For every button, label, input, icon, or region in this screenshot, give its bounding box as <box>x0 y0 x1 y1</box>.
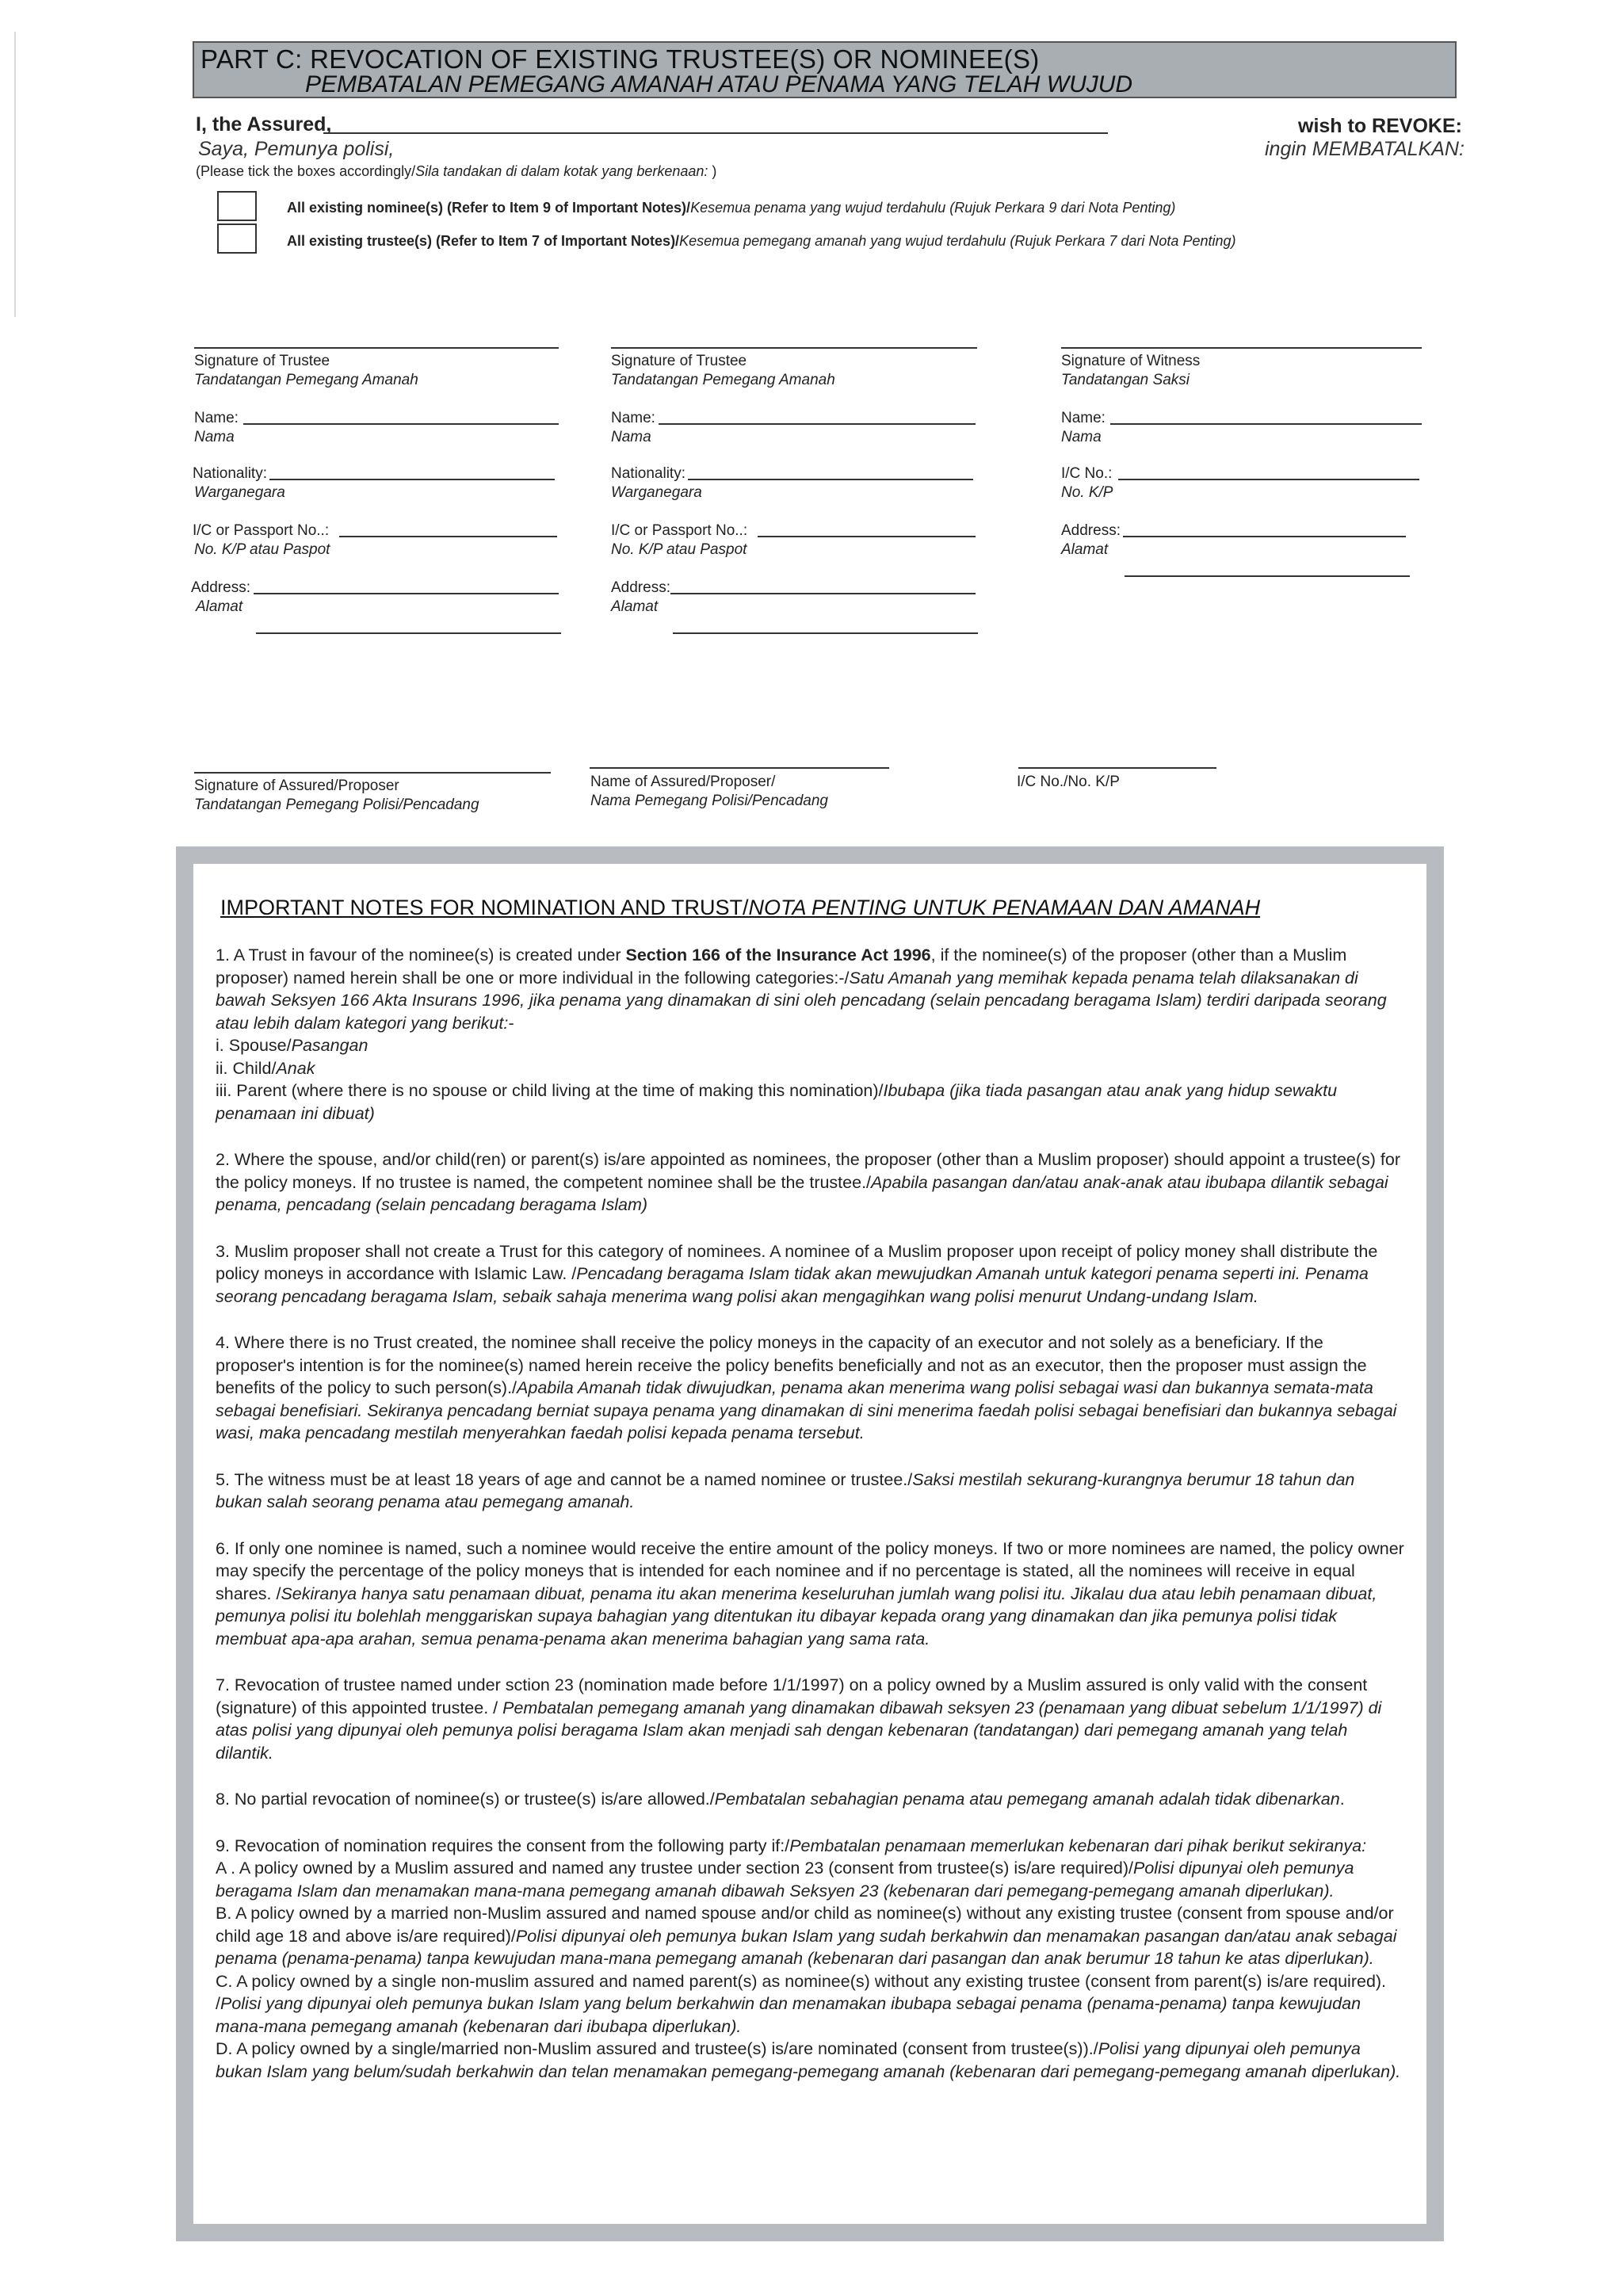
witness-address-field-2[interactable] <box>1125 575 1410 577</box>
witness-address-label: Address: <box>1061 522 1121 539</box>
trustee-2-signature-field[interactable] <box>611 347 977 349</box>
assured-ic-line[interactable] <box>1018 767 1216 769</box>
header-title-en: PART C: REVOCATION OF EXISTING TRUSTEE(S) OR NOMINEE(S) <box>200 44 1040 74</box>
witness-signature-field[interactable] <box>1061 347 1422 349</box>
assured-label-ms: Saya, Pemunya polisi, <box>198 138 395 160</box>
assured-name-field[interactable] <box>323 132 1108 134</box>
witness-name-label: Name: <box>1061 410 1106 426</box>
trustee-2-address-field[interactable] <box>670 593 976 594</box>
trustee-2-address-label-ms: Alamat <box>611 598 659 615</box>
assured-name-label: Name of Assured/Proposer/ <box>590 774 776 790</box>
trustee-2-nationality-label-ms: Warganegara <box>611 484 702 501</box>
trustee-1-signature-label-ms: Tandatangan Pemegang Amanah <box>194 372 418 388</box>
trustee-1-address-label: Address: <box>191 579 250 596</box>
note-2: 2. Where the spouse, and/or child(ren) or parent(s) is/are appointed as nominees, the proposer (other than a Muslim proposer) should appoint a trustee(s) for the policy moneys. If no trustee is named, the competent nominee shall be the trustee./Apabila pasangan dan/atau anak-anak atau ibubapa dilantik sebagai penama, pencadang (selain pencadang beragama Islam) <box>216 1150 1401 1214</box>
trustee-1-name-field[interactable] <box>243 423 559 425</box>
witness-address-field[interactable] <box>1123 536 1406 537</box>
important-notes-box <box>176 846 1444 2241</box>
revoke-label-ms: ingin MEMBATALKAN: <box>1265 138 1465 160</box>
assured-name-label-ms: Nama Pemegang Polisi/Pencadang <box>590 793 828 809</box>
trustee-1-name-label-ms: Nama <box>194 429 235 445</box>
witness-ic-label-ms: No. K/P <box>1061 484 1113 501</box>
trustee-1-nationality-field[interactable] <box>269 479 555 480</box>
note-5: 5. The witness must be at least 18 years of age and cannot be a named nominee or trustee./Saksi mestilah sekurang-kurangnya berumur 18 tahun dan bukan salah seorang penama atau pemegang amanah. <box>216 1469 1355 1511</box>
witness-name-field[interactable] <box>1110 423 1422 425</box>
revoke-nominees-label: All existing nominee(s) (Refer to Item 9 of Important Notes)/Kesemua penama yang wujud terdahulu (Rujuk Perkara 9 dari Nota Penting) <box>287 200 1176 216</box>
notes-title: IMPORTANT NOTES FOR NOMINATION AND TRUST/NOTA PENTING UNTUK PENAMAAN DAN AMANAH <box>220 896 1261 919</box>
tick-instruction: (Please tick the boxes accordingly/Sila tandakan di dalam kotak yang berkenaan: ) <box>196 163 717 179</box>
revoke-trustees-label: All existing trustee(s) (Refer to Item 7 of Important Notes)/Kesemua pemegang amanah yang wujud terdahulu (Rujuk Perkara 7 dari Nota Penting) <box>287 233 1236 249</box>
trustee-2-ic-label: I/C or Passport No..: <box>611 522 748 539</box>
trustee-2-signature-label-ms: Tandatangan Pemegang Amanah <box>611 372 835 388</box>
trustee-2-signature-label: Signature of Trustee <box>611 353 747 369</box>
trustee-1-address-field[interactable] <box>254 593 559 594</box>
witness-signature-label-ms: Tandatangan Saksi <box>1061 372 1190 388</box>
part-c-header <box>193 41 1457 98</box>
note-3: 3. Muslim proposer shall not create a Trust for this category of nominees. A nominee of a Muslim proposer upon receipt of policy money shall distribute the policy moneys in accordance with Islamic Law. /Pencadang beragama Islam tidak akan mewujudkan Amanah untuk kategori penama seperti ini. Penama seorang pencadang beragama Islam, sebaik sahaja menerima wang polisi akan mengagihkan wang polisi menurut Undang-undang Islam. <box>216 1241 1378 1306</box>
header-title-ms: PEMBATALAN PEMEGANG AMANAH ATAU PENAMA YANG TELAH WUJUD <box>305 71 1133 97</box>
trustee-2-nationality-field[interactable] <box>688 479 973 480</box>
note-8: 8. No partial revocation of nominee(s) or trustee(s) is/are allowed./Pembatalan sebahagian penama atau pemegang amanah adalah tidak dibenarkan. <box>216 1790 1345 1809</box>
trustee-2-address-label: Address: <box>611 579 670 596</box>
trustee-2-nationality-label: Nationality: <box>611 465 685 482</box>
trustee-2-name-label: Name: <box>611 410 655 426</box>
trustee-1-ic-label-ms: No. K/P atau Paspot <box>194 541 330 558</box>
note-1: 1. A Trust in favour of the nominee(s) is created under Section 166 of the Insurance Act 1996, if the nominee(s) of the proposer (other than a Muslim proposer) named herein shall be one or more individual in the following categories:-/Satu Amanah yang memihak kepada penama telah dilaksanakan di bawah Seksyen 166 Akta Insurans 1996, jika penama yang dinamakan di sini oleh pencadang (selain pencadang beragama Islam) terdiri daripada seorang atau lebih dalam kategori yang berikut:- i. Spouse/Pasangan ii. Child/Anak iii. Parent (where there is no spouse or child living at the time of making this nomination)/Ibubapa (jika tiada pasangan atau anak yang hidup sewaktu penamaan ini dibuat) <box>216 946 1387 1123</box>
trustee-1-signature-label: Signature of Trustee <box>194 353 330 369</box>
note-4: 4. Where there is no Trust created, the nominee shall receive the policy moneys in the capacity of an executor and not solely as a beneficiary. If the proposer's intention is for the nominee(s) named herein receive the policy benefits beneficially and not as an executor, then the proposer must assign the benefits of the policy to such person(s)./Apabila Amanah tidak diwujudkan, penama akan menerima wang polisi sebagai wasi dan bukannya semata-mata sebagai benefisiari. Sekiranya pencadang berniat supaya penama yang dinamakan di sini menerima faedah polisi sebagai benefisiari dan bukannya sebagai wasi, maka pencadang mestilah menyerahkan faedah polisi kepada penama tersebut. <box>216 1333 1397 1442</box>
revoke-trustees-checkbox[interactable] <box>217 223 257 254</box>
note-9: 9. Revocation of nomination requires the consent from the following party if:/Pembatalan penamaan memerlukan kebenaran dari pihak berikut sekiranya: A . A policy owned by a Muslim assured and named any trustee under section 23 (consent from trustee(s) is/are required)/Polisi dipunyai oleh pemunya beragama Islam dan menamakan mana-mana pemegang amanah dibawah Seksyen 23 (kebenaran dari pemegang-pemegang amanah diperlukan). B. A policy owned by a married non-Muslim assured and named spouse and/or child as nominee(s) without any existing trustee (consent from spouse and/or child age 18 and above is/are required)/Polisi dipunyai oleh pemunya bukan Islam yang sudah berkahwin dan menamakan pasangan dan/atau anak sebagai penama (penama-penama) tanpa kewujudan mana-mana pemegang amanah (kebenaran dari pasangan dan anak berumur 18 tahun ke atas diperlukan). C. A policy owned by a single non-muslim assured and named parent(s) as nominee(s) without any existing trustee (consent from parent(s) is/are required). /Polisi yang dipunyai oleh pemunya bukan Islam yang belum berkahwin dan menamakan ibubapa sebagai penama (penama-penama) tanpa kewujudan mana-mana pemegang amanah (kebenaran dari ibubapa diperlukan). D. A policy owned by a single/married non-Muslim assured and trustee(s) is/are nominated (consent from trustee(s))./Polisi yang dipunyai oleh pemunya bukan Islam yang belum/sudah berkahwin dan telan menamakan pemegang-pemegang amanah (kebenaran dari pemegang-pemegang amanah diperlukan). <box>216 1836 1401 2081</box>
trustee-1-address-label-ms: Alamat <box>196 598 243 615</box>
assured-signature-label-ms: Tandatangan Pemegang Polisi/Pencadang <box>194 797 479 813</box>
trustee-2-address-field-2[interactable] <box>673 632 978 634</box>
scan-margin-mark <box>14 32 16 317</box>
revoke-nominees-checkbox[interactable] <box>217 191 257 221</box>
witness-address-label-ms: Alamat <box>1061 541 1109 558</box>
witness-name-label-ms: Nama <box>1061 429 1102 445</box>
trustee-2-ic-field[interactable] <box>758 536 976 537</box>
assured-ic-label: I/C No./No. K/P <box>1017 774 1120 790</box>
trustee-2-name-label-ms: Nama <box>611 429 651 445</box>
note-6: 6. If only one nominee is named, such a nominee would receive the entire amount of the policy moneys. If two or more nominees are named, the policy owner may specify the percentage of the policy moneys that is intended for each nominee and if no percentage is stated, all the nominees will receive in equal shares. /Sekiranya hanya satu penamaan dibuat, penama itu akan menerima keseluruhan jumlah wang polisi itu. Jikalau dua atau lebih penamaan dibuat, pemunya polisi itu bolehlah menggariskan supaya bahagian yang ditentukan itu dibayar kepada orang yang dinamakan dan jika pemunya polisi tidak membuat apa-apa arahan, semua penama-penama akan menerima bahagian yang sama rata. <box>216 1538 1404 1648</box>
witness-signature-label: Signature of Witness <box>1061 353 1201 369</box>
trustee-1-nationality-label-ms: Warganegara <box>194 484 285 501</box>
witness-ic-label: I/C No.: <box>1061 465 1113 482</box>
trustee-1-address-field-2[interactable] <box>256 632 561 634</box>
note-7: 7. Revocation of trustee named under sction 23 (nomination made before 1/1/1997) on a policy owned by a Muslim assured is only valid with the consent (signature) of this appointed trustee. / Pembatalan pemegang amanah yang dinamakan dibawah seksyen 23 (penamaan yang dibuat sebelum 1/1/1997) di atas polisi yang dipunyai oleh pemunya polisi beragama Islam akan menjadi sah dengan kebenaran (tandatangan) dari pemegang amanah yang telah dilantik. <box>216 1675 1382 1763</box>
trustee-2-ic-label-ms: No. K/P atau Paspot <box>611 541 747 558</box>
revoke-label-en: wish to REVOKE: <box>1298 115 1462 137</box>
trustee-1-ic-field[interactable] <box>339 536 557 537</box>
trustee-1-nationality-label: Nationality: <box>193 465 267 482</box>
witness-ic-field[interactable] <box>1118 479 1419 480</box>
trustee-1-ic-label: I/C or Passport No..: <box>193 522 330 539</box>
assured-label-en: I, the Assured, <box>196 113 332 136</box>
assured-name-line[interactable] <box>590 767 889 769</box>
trustee-1-name-label: Name: <box>194 410 239 426</box>
assured-signature-label: Signature of Assured/Proposer <box>194 777 399 794</box>
trustee-2-name-field[interactable] <box>659 423 976 425</box>
assured-signature-field[interactable] <box>194 772 551 774</box>
trustee-1-signature-field[interactable] <box>194 347 559 349</box>
